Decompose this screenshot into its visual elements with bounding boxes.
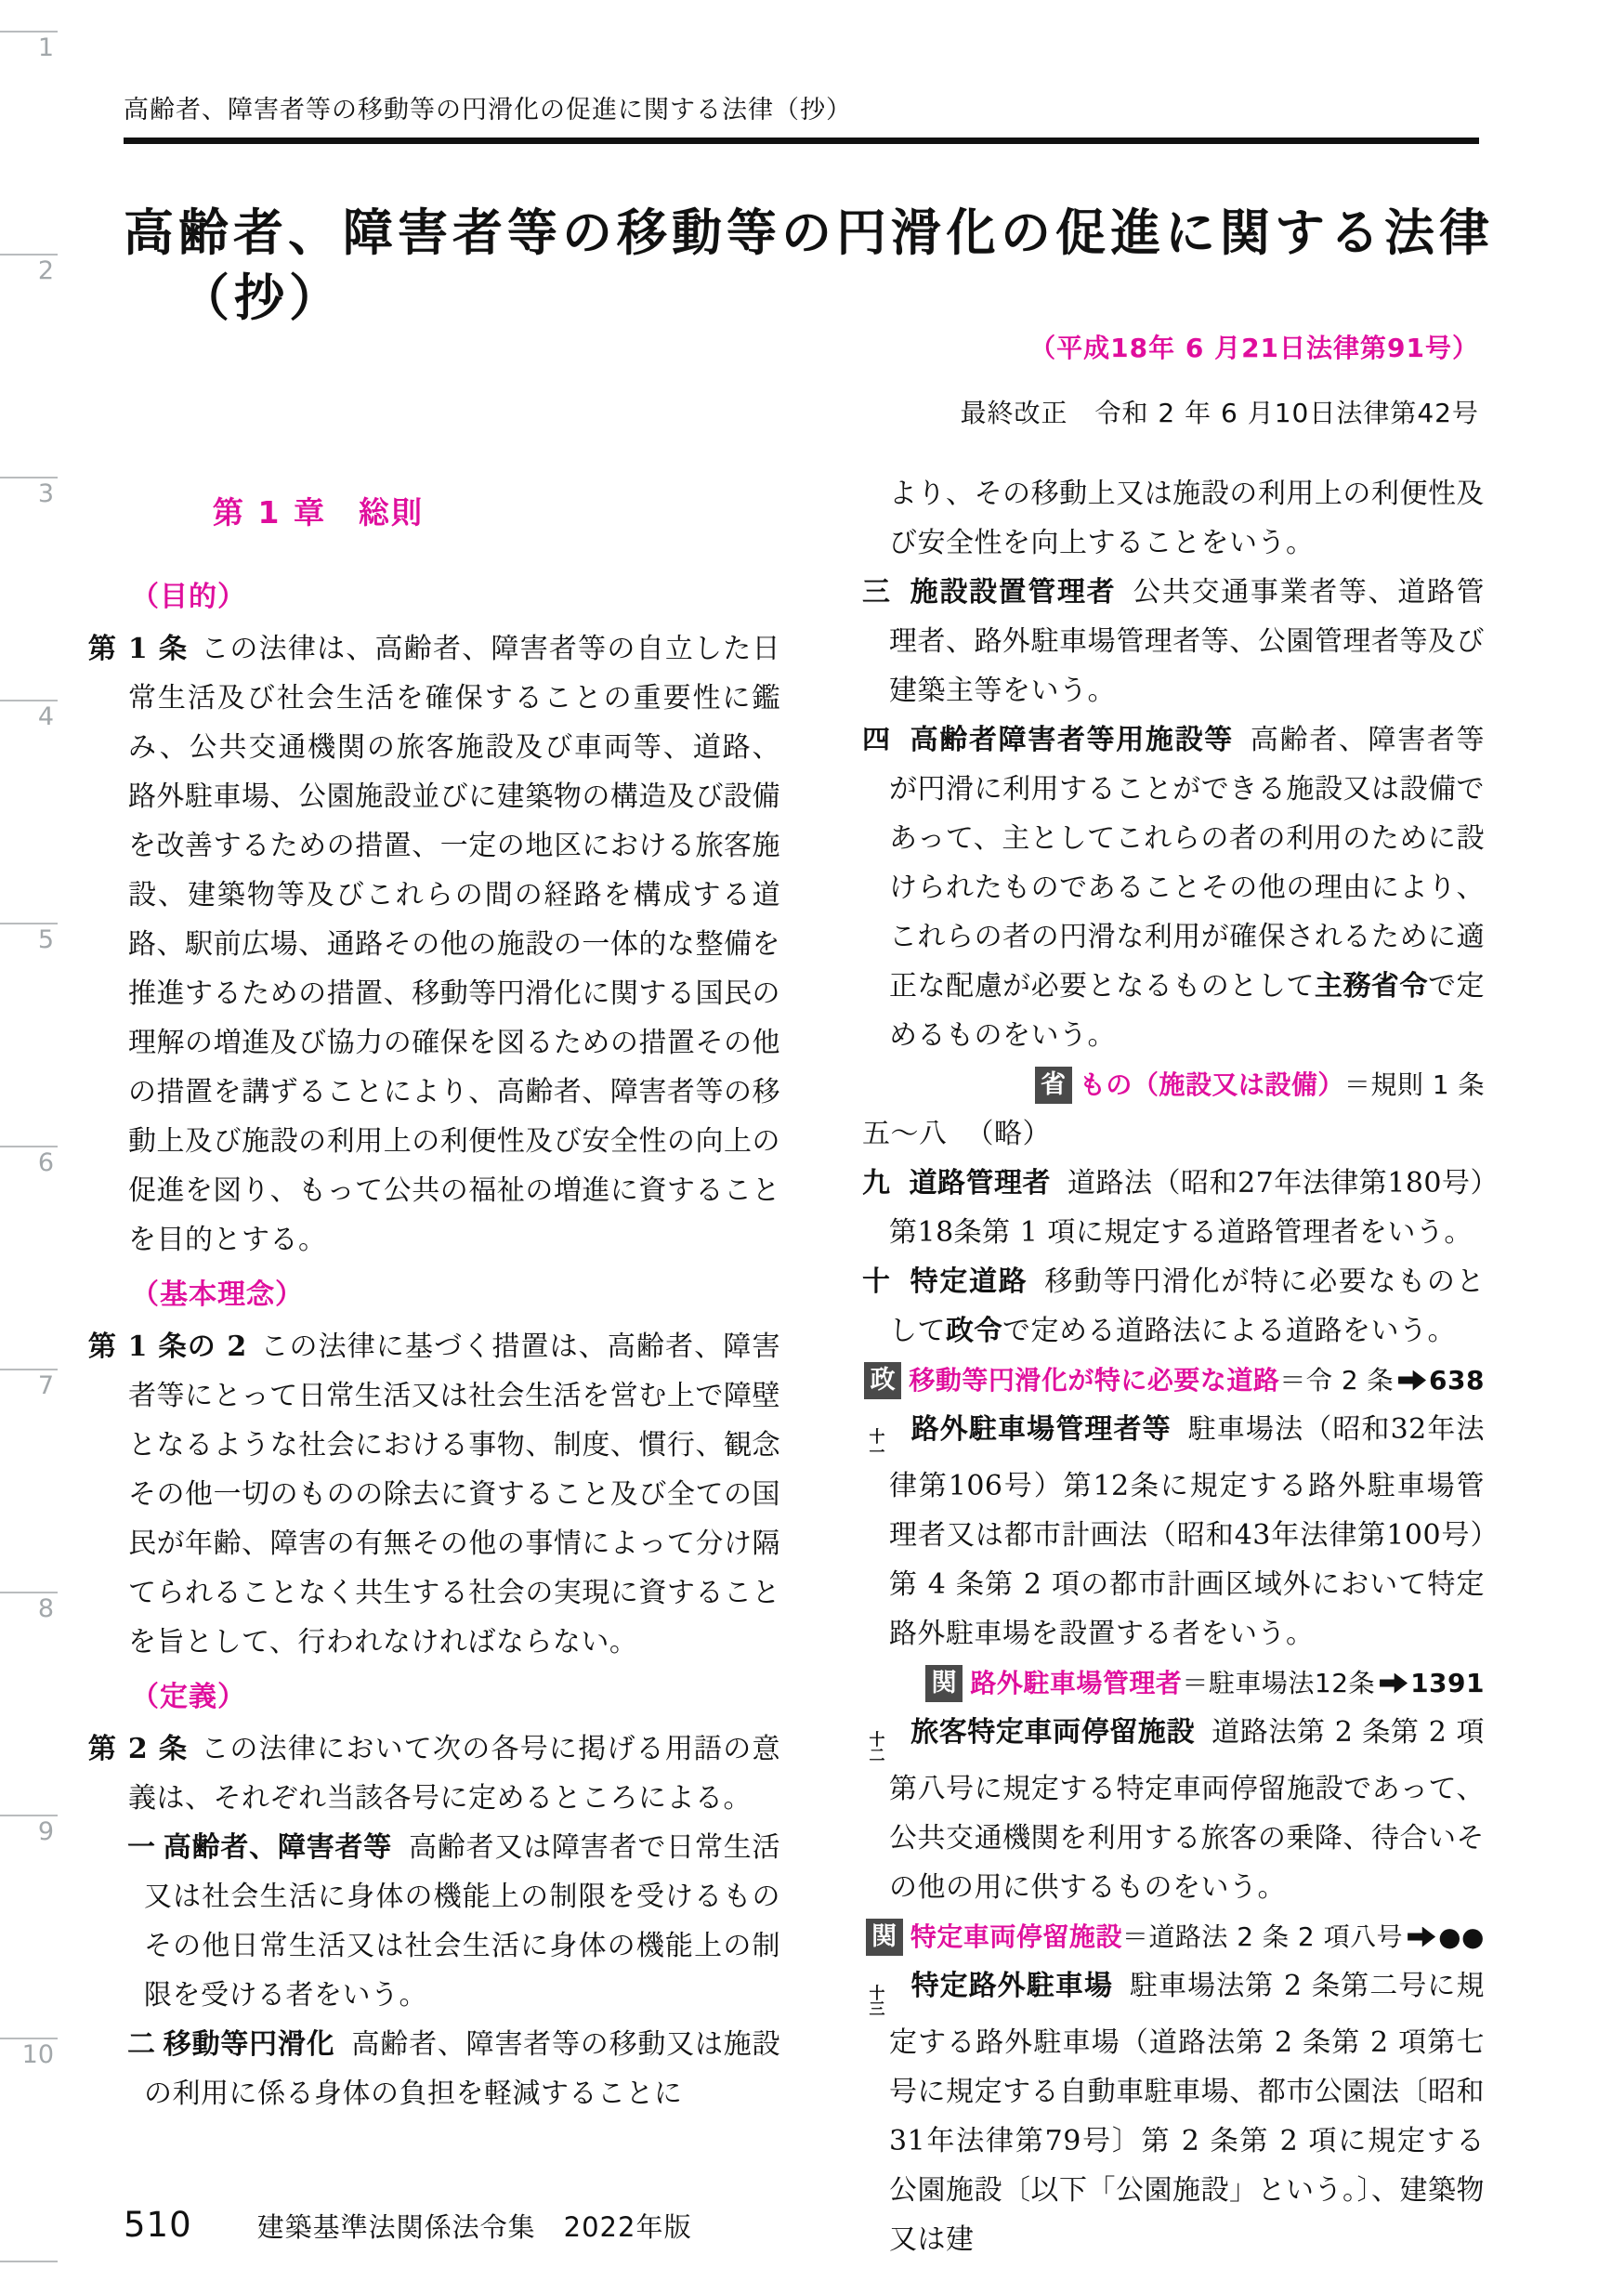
item-12-term: 旅客特定車両停留施設 xyxy=(910,1716,1196,1749)
item-3-text: 公共交通事業者等、道路管理者、路外駐車場管理者等、公園管理者等及び建築主等をいう。 xyxy=(889,576,1486,707)
article-1-2-text: この法律に基づく措置は、高齢者、障害者等にとって日常生活又は社会生活を営む上で障壁となるような社会における事物、制度、慣行、観念その他一切のものの除去に資すること及び全ての国民が年齢、障害の有無その他の事情によって分け隔てられることなく共生する社会の実現に資することを旨として、行われなければならない。 xyxy=(128,1331,780,1658)
item-11-term: 路外駐車場管理者等 xyxy=(910,1413,1172,1446)
item-9-text: 道路法（昭和27年法律第180号）第18条第 1 項に規定する道路管理者をいう。 xyxy=(889,1167,1486,1249)
item-4-text: 高齢者、障害者等が円滑に利用することができる施設又は設備であって、主としてこれらの者の利用のために設けられたものであることその他の理由により、これらの者の円滑な利用が確保されるために適正な配慮が必要となるものとして主務省令で定めるものをいう。 xyxy=(889,724,1486,1052)
article-2-text: この法律において次の各号に掲げる用語の意義は、それぞれ当該各号に定めるところによる。 xyxy=(128,1733,781,1815)
annotation-term: 移動等円滑化が特に必要な道路 xyxy=(909,1365,1280,1396)
principle-label: （基本理念） xyxy=(131,1278,304,1311)
margin-tab-number: 8 xyxy=(37,1594,54,1623)
article-1-number: 第 1 条 xyxy=(88,633,189,665)
margin-tab-number: 10 xyxy=(21,2040,54,2069)
margin-tab-number: 7 xyxy=(37,1371,54,1400)
margin-tab-10 xyxy=(0,2038,58,2071)
definition-item-11 xyxy=(857,1405,1485,1658)
item-13-term: 特定路外駐車場 xyxy=(910,1970,1114,2002)
last-amendment-note: 最終改正 令和 2 年 6 月10日法律第42号 xyxy=(960,398,1479,428)
article-1-2-number: 第 1 条の 2 xyxy=(88,1331,247,1363)
chapter-heading: 第 1 章 総則 xyxy=(213,494,424,531)
definition-item-4 xyxy=(857,715,1485,1060)
article-1-text: この法律は、高齢者、障害者等の自立した日常生活及び社会生活を確保することの重要性に鑑み、公共交通機関の旅客施設及び車両等、道路、路外駐車場、公園施設並びに建築物の構造及び設備を改善するための措置、一定の地区における旅客施設、建築物等及びこれらの間の経路を構成する道路、駅前広場、通路その他の施設の一体的な整備を推進するための措置、移動等円滑化に関する国民の理解の増進及び協力の確保を図るための措置その他の措置を講ずることにより、高齢者、障害者等の移動上及び施設の利用上の利便性及び安全性の向上の促進を図り、もって公共の福祉の増進に資することを目的とする。 xyxy=(128,633,781,1256)
margin-tab-8 xyxy=(0,1592,58,1625)
enactment-note: （平成18年 6 月21日法律第91号） xyxy=(1029,333,1479,363)
item-9-number: 九 xyxy=(862,1167,891,1199)
cabinet-order-badge-icon: 政 xyxy=(864,1362,901,1399)
item-2-number: 二 xyxy=(127,2028,156,2061)
margin-tab-4 xyxy=(0,700,58,733)
annotation-term: もの（施設又は設備） xyxy=(1079,1069,1344,1100)
annotation-page-ref: 1391 xyxy=(1410,1668,1485,1698)
right-column xyxy=(857,469,1485,2264)
annotation-page-ref: ●● xyxy=(1438,1921,1485,1952)
book-edition: 2022年版 xyxy=(563,2211,692,2243)
article-1 xyxy=(88,624,780,1265)
definition-item-1 xyxy=(88,1823,780,2020)
item-11-text: 駐車場法（昭和32年法律第106号）第12条に規定する路外駐車場管理者又は都市計画法（昭和43年法律第100号）第 4 条第 2 項の都市計画区域外において特定路外駐車場を設置する者をいう。 xyxy=(889,1413,1485,1650)
annotation-term: 路外駐車場管理者 xyxy=(970,1668,1183,1698)
definition-item-3 xyxy=(857,568,1485,715)
annotation-ministry-order xyxy=(857,1060,1485,1109)
margin-tab-number: 1 xyxy=(37,33,54,62)
items-5-8-number: 五〜八 xyxy=(862,1118,948,1150)
item-11-number: 十 一 xyxy=(869,1428,885,1462)
item-3-number: 三 xyxy=(862,576,892,609)
item-9-term: 道路管理者 xyxy=(909,1167,1052,1199)
margin-tab-line xyxy=(0,2261,58,2262)
article-2 xyxy=(88,1724,780,1823)
annotation-related-1 xyxy=(857,1658,1485,1708)
definition-item-9 xyxy=(857,1159,1485,1257)
arrow-right-icon xyxy=(1408,1927,1435,1947)
annotation-page-ref: 638 xyxy=(1429,1365,1485,1396)
item-12-text: 道路法第 2 条第 2 項第八号に規定する特定車両停留施設であって、公共交通機関を利用する旅客の乗降、待合いその他の用に供するものをいう。 xyxy=(889,1716,1485,1904)
item-4-term: 高齢者障害者等用施設等 xyxy=(910,724,1234,756)
purpose-label: （目的） xyxy=(131,581,246,613)
margin-tabs xyxy=(0,0,74,2294)
definition-item-10 xyxy=(857,1257,1485,1356)
item-13-text: 駐車場法第 2 条第二号に規定する路外駐車場（道路法第 2 条第 2 項第七号に規定する自動車駐車場、都市公園法〔昭和31年法律第79号〕第 2 条第 2 項に規定する公園施設〔以下「公園施設」という。〕、建築物又は建 xyxy=(889,1970,1485,2256)
item-10-number: 十 xyxy=(862,1265,892,1298)
ministry-order-badge-icon: 省 xyxy=(1035,1067,1072,1104)
item-10-term: 特定道路 xyxy=(910,1265,1028,1298)
item-1-term: 高齢者、障害者等 xyxy=(163,1831,393,1864)
item-12-number: 十 二 xyxy=(869,1731,885,1765)
item-2-text: 高齢者、障害者等の移動又は施設の利用に係る身体の負担を軽減することに xyxy=(144,2028,781,2110)
page-title xyxy=(124,201,1499,331)
arrow-right-icon xyxy=(1398,1370,1426,1391)
page-title-line2: （抄） xyxy=(179,269,344,328)
margin-tab-number: 3 xyxy=(37,479,54,508)
item-1-number: 一 xyxy=(127,1831,156,1864)
margin-tab-number: 2 xyxy=(37,256,54,285)
margin-tab-1 xyxy=(0,31,58,64)
book-title: 建築基準法関係法令集 xyxy=(256,2211,536,2243)
margin-tab-7 xyxy=(0,1369,58,1402)
margin-tab-number: 5 xyxy=(37,925,54,954)
item-3-term: 施設設置管理者 xyxy=(910,576,1117,609)
article-1-2 xyxy=(88,1322,780,1667)
arrow-right-icon xyxy=(1380,1673,1408,1694)
annotation-reference: ＝令 2 条 xyxy=(1279,1365,1395,1396)
margin-tab-number: 9 xyxy=(37,1817,54,1846)
item-1-text: 高齢者又は障害者で日常生活又は社会生活に身体の機能上の制限を受けるものその他日常生活又は社会生活に身体の機能上の制限を受ける者をいう。 xyxy=(144,1831,781,2012)
item-2-term: 移動等円滑化 xyxy=(163,2028,335,2061)
page-footer xyxy=(124,2200,691,2252)
article-2-number: 第 2 条 xyxy=(88,1733,189,1765)
margin-tab-number: 6 xyxy=(37,1148,54,1177)
item-4-number: 四 xyxy=(862,724,892,756)
item-13-number: 十 三 xyxy=(869,1985,885,2019)
header-rule xyxy=(124,138,1479,144)
margin-tab-number: 4 xyxy=(37,702,54,731)
definition-item-2 xyxy=(88,2020,780,2118)
margin-tab-2 xyxy=(0,254,58,287)
annotation-related-2 xyxy=(857,1912,1485,1961)
running-head: 高齢者、障害者等の移動等の円滑化の促進に関する法律（抄） xyxy=(124,96,852,125)
annotation-reference: ＝道路法 2 条 2 項八号 xyxy=(1121,1921,1404,1952)
definition-item-12 xyxy=(857,1708,1485,1912)
margin-tab-9 xyxy=(0,1815,58,1848)
item-2-continuation: より、その移動上又は施設の利用上の利便性及び安全性を向上することをいう。 xyxy=(889,478,1485,559)
definition-items-5-8 xyxy=(857,1109,1485,1159)
annotation-reference: ＝規則 1 条 xyxy=(1343,1069,1485,1100)
related-law-badge-icon: 関 xyxy=(866,1919,903,1956)
page-title-line1: 高齢者、障害者等の移動等の円滑化の促進に関する法律 xyxy=(124,203,1494,263)
margin-tab-3 xyxy=(0,477,58,510)
definition-label: （定義） xyxy=(131,1681,246,1713)
items-5-8-text: （略） xyxy=(965,1118,1051,1150)
annotation-cabinet-order xyxy=(857,1356,1485,1405)
annotation-reference: ＝駐車場法12条 xyxy=(1182,1668,1376,1698)
margin-tab-5 xyxy=(0,923,58,956)
left-column xyxy=(88,492,780,2118)
margin-tab-6 xyxy=(0,1146,58,1179)
annotation-term: 特定車両停留施設 xyxy=(910,1921,1122,1952)
related-law-badge-icon: 関 xyxy=(925,1665,963,1702)
item-10-text: 移動等円滑化が特に必要なものとして政令で定める道路法による道路をいう。 xyxy=(889,1265,1486,1347)
page-number: 510 xyxy=(124,2205,192,2245)
definition-item-13 xyxy=(857,1961,1485,2264)
